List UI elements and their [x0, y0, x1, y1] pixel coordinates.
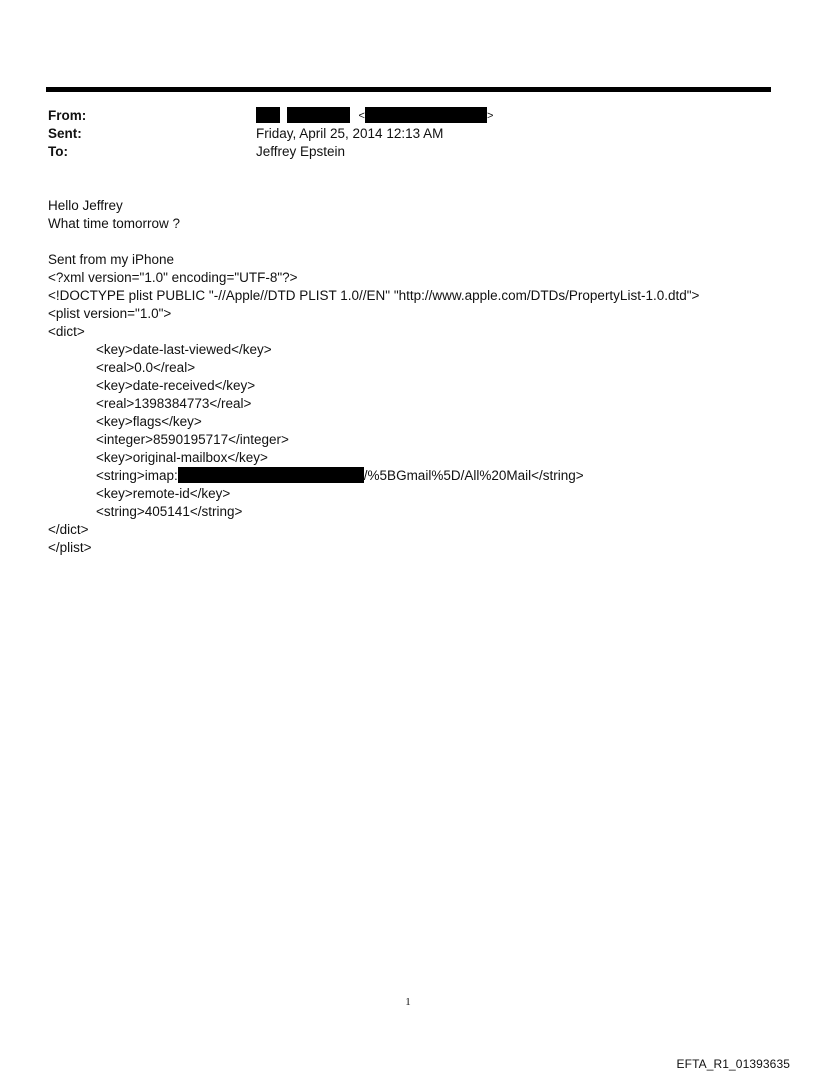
dict-entry-line: <key>original-mailbox</key>	[96, 450, 268, 465]
imap-suffix: /%5BGmail%5D/All%20Mail</string>	[363, 468, 584, 483]
dict-entry-line: <key>date-received</key>	[96, 378, 256, 393]
from-row	[48, 107, 748, 125]
signature-line: Sent from my iPhone	[48, 252, 175, 267]
dict-entry-line: <key>date-last-viewed</key>	[96, 342, 272, 357]
dict-entry-line: <key>remote-id</key>	[96, 486, 231, 501]
redaction-block	[256, 107, 280, 123]
from-value	[256, 107, 493, 125]
from-email-open: <	[358, 110, 365, 122]
sent-label: Sent:	[48, 126, 82, 141]
page-number: 1	[405, 996, 411, 1008]
dict-entry-line: <integer>8590195717</integer>	[96, 432, 289, 447]
imap-prefix: <string>imap:	[96, 468, 178, 483]
from-label: From:	[48, 108, 87, 123]
header-divider-rule	[46, 87, 771, 92]
sent-value: Friday, April 25, 2014 12:13 AM	[256, 126, 444, 141]
plist-open-line: <plist version="1.0">	[48, 306, 172, 321]
sent-row	[48, 125, 748, 143]
blank-line	[48, 233, 788, 251]
redaction-block	[365, 107, 487, 123]
question-line: What time tomorrow ?	[48, 216, 181, 231]
redaction-block	[178, 467, 364, 483]
plist-close-line: </plist>	[48, 540, 92, 555]
to-row	[48, 143, 748, 161]
doctype-line: <!DOCTYPE plist PUBLIC "-//Apple//DTD PLIST 1.0//EN" "http://www.apple.com/DTDs/PropertyList-1.0.dtd">	[48, 288, 700, 303]
to-label: To:	[48, 144, 68, 159]
redaction-block	[287, 107, 350, 123]
dict-entry-line: <string>405141</string>	[96, 504, 243, 519]
dict-entry-line: <real>0.0</real>	[96, 360, 196, 375]
dict-entry-line: <real>1398384773</real>	[96, 396, 252, 411]
dict-entry-line: <key>flags</key>	[96, 414, 202, 429]
imap-string-line	[48, 467, 788, 485]
email-body	[48, 197, 788, 557]
from-email-close: >	[486, 110, 494, 122]
dict-close-line: </dict>	[48, 522, 89, 537]
email-header	[48, 107, 748, 161]
greeting-line: Hello Jeffrey	[48, 198, 123, 213]
to-value: Jeffrey Epstein	[256, 144, 346, 159]
bates-number: EFTA_R1_01393635	[676, 1057, 790, 1071]
xml-declaration-line: <?xml version="1.0" encoding="UTF-8"?>	[48, 270, 298, 285]
dict-open-line: <dict>	[48, 324, 85, 339]
